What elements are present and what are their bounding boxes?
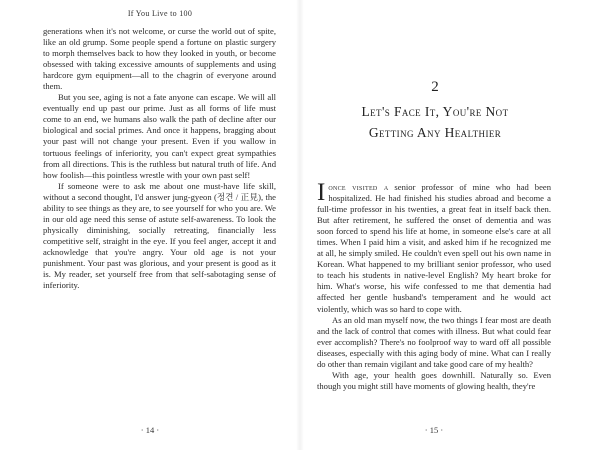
paragraph: As an old man myself now, the two things I fear most are death and the lack of control that comes with illness. But what could fear ever accomplish? There's no foolproof way to ward off all possible diseases, especially with this aging body of mine. What can I really do other than remain vigilant and take good care of my health? [317,314,551,369]
page-number: · 14 · [140,425,160,435]
right-body-text [317,179,551,392]
chapter-title [325,101,545,143]
paragraph: But you see, aging is not a fate anyone can escape. We will all eventually end up past our prime. Just as all forms of life must come to an end, we humans also walk the path of decline after our biological and social primes. And once it happens, bragging about your past will not change your present. Even if you wallow in tortuous feelings of inferiority, you can't expect great sympathies from all directions. This is the ruthless but natural truth of life. And how foolish—this pointless wrestle with your own past self! [43,92,276,180]
opening-paragraph [317,179,551,315]
paragraph: If someone were to ask me about one must-have life skill, without a second thought, I'd answer jung-gyeon (정견 / 正見), the ability to see things as they are, to see yourself for who you are. We in our old age need this sense of astute self-awareness. To look the physically diminishing, socially retreating, financially less competitive self, straight in the eye. If you feel anger, accept it and acknowledge that you're angry. Your old age is not your punishment. Your past was glorious, and your present is good as it is. My reader, set yourself free from that self-sabotaging sense of inferiority. [43,180,276,291]
drop-cap: I [317,179,326,206]
right-page [300,0,600,450]
paragraph: With age, your health goes downhill. Naturally so. Even though you might still have moments of glowing health, they're [317,369,551,391]
paragraph: generations when it's not welcome, or curse the world out of spite, like an old grump. Some people spend a fortune on plastic surgery to morph themselves back to how they looked in youth, or become obsessed with taking excessive amounts of supplements and using hardcore gym equipment—all to the chagrin of everyone around them. [43,26,276,92]
opening-paragraph-text: senior professor of mine who had been hospitalized. He had finished his studies abroad and become a full-time professor in his twenties, a great feat in itself back then. But after retirement, he suffered the onset of dementia and was soon forced to spend his life at home, in someone else's care at all times. When I paid him a visit, and asked him if he recognized me at all, he simply smiled. He couldn't even spell out his own name in Korean. What happened to my brilliant senior professor, who used to teach his students in native-level English? My heart broke for him. What's worse, his wife confessed to me that dementia had affected her gentle husband's temperament and he would act violently, which was so hard to cope with. [317,182,551,314]
page-number: · 15 · [424,425,444,435]
chapter-title-line: Let's Face It, You're Not [361,104,509,119]
running-head: If You Live to 100 [127,9,193,18]
lead-in-small-caps: once visited a [328,182,389,192]
chapter-title-line: Getting Any Healthier [368,125,502,140]
chapter-number: 2 [431,79,439,95]
left-body-text [43,26,276,291]
